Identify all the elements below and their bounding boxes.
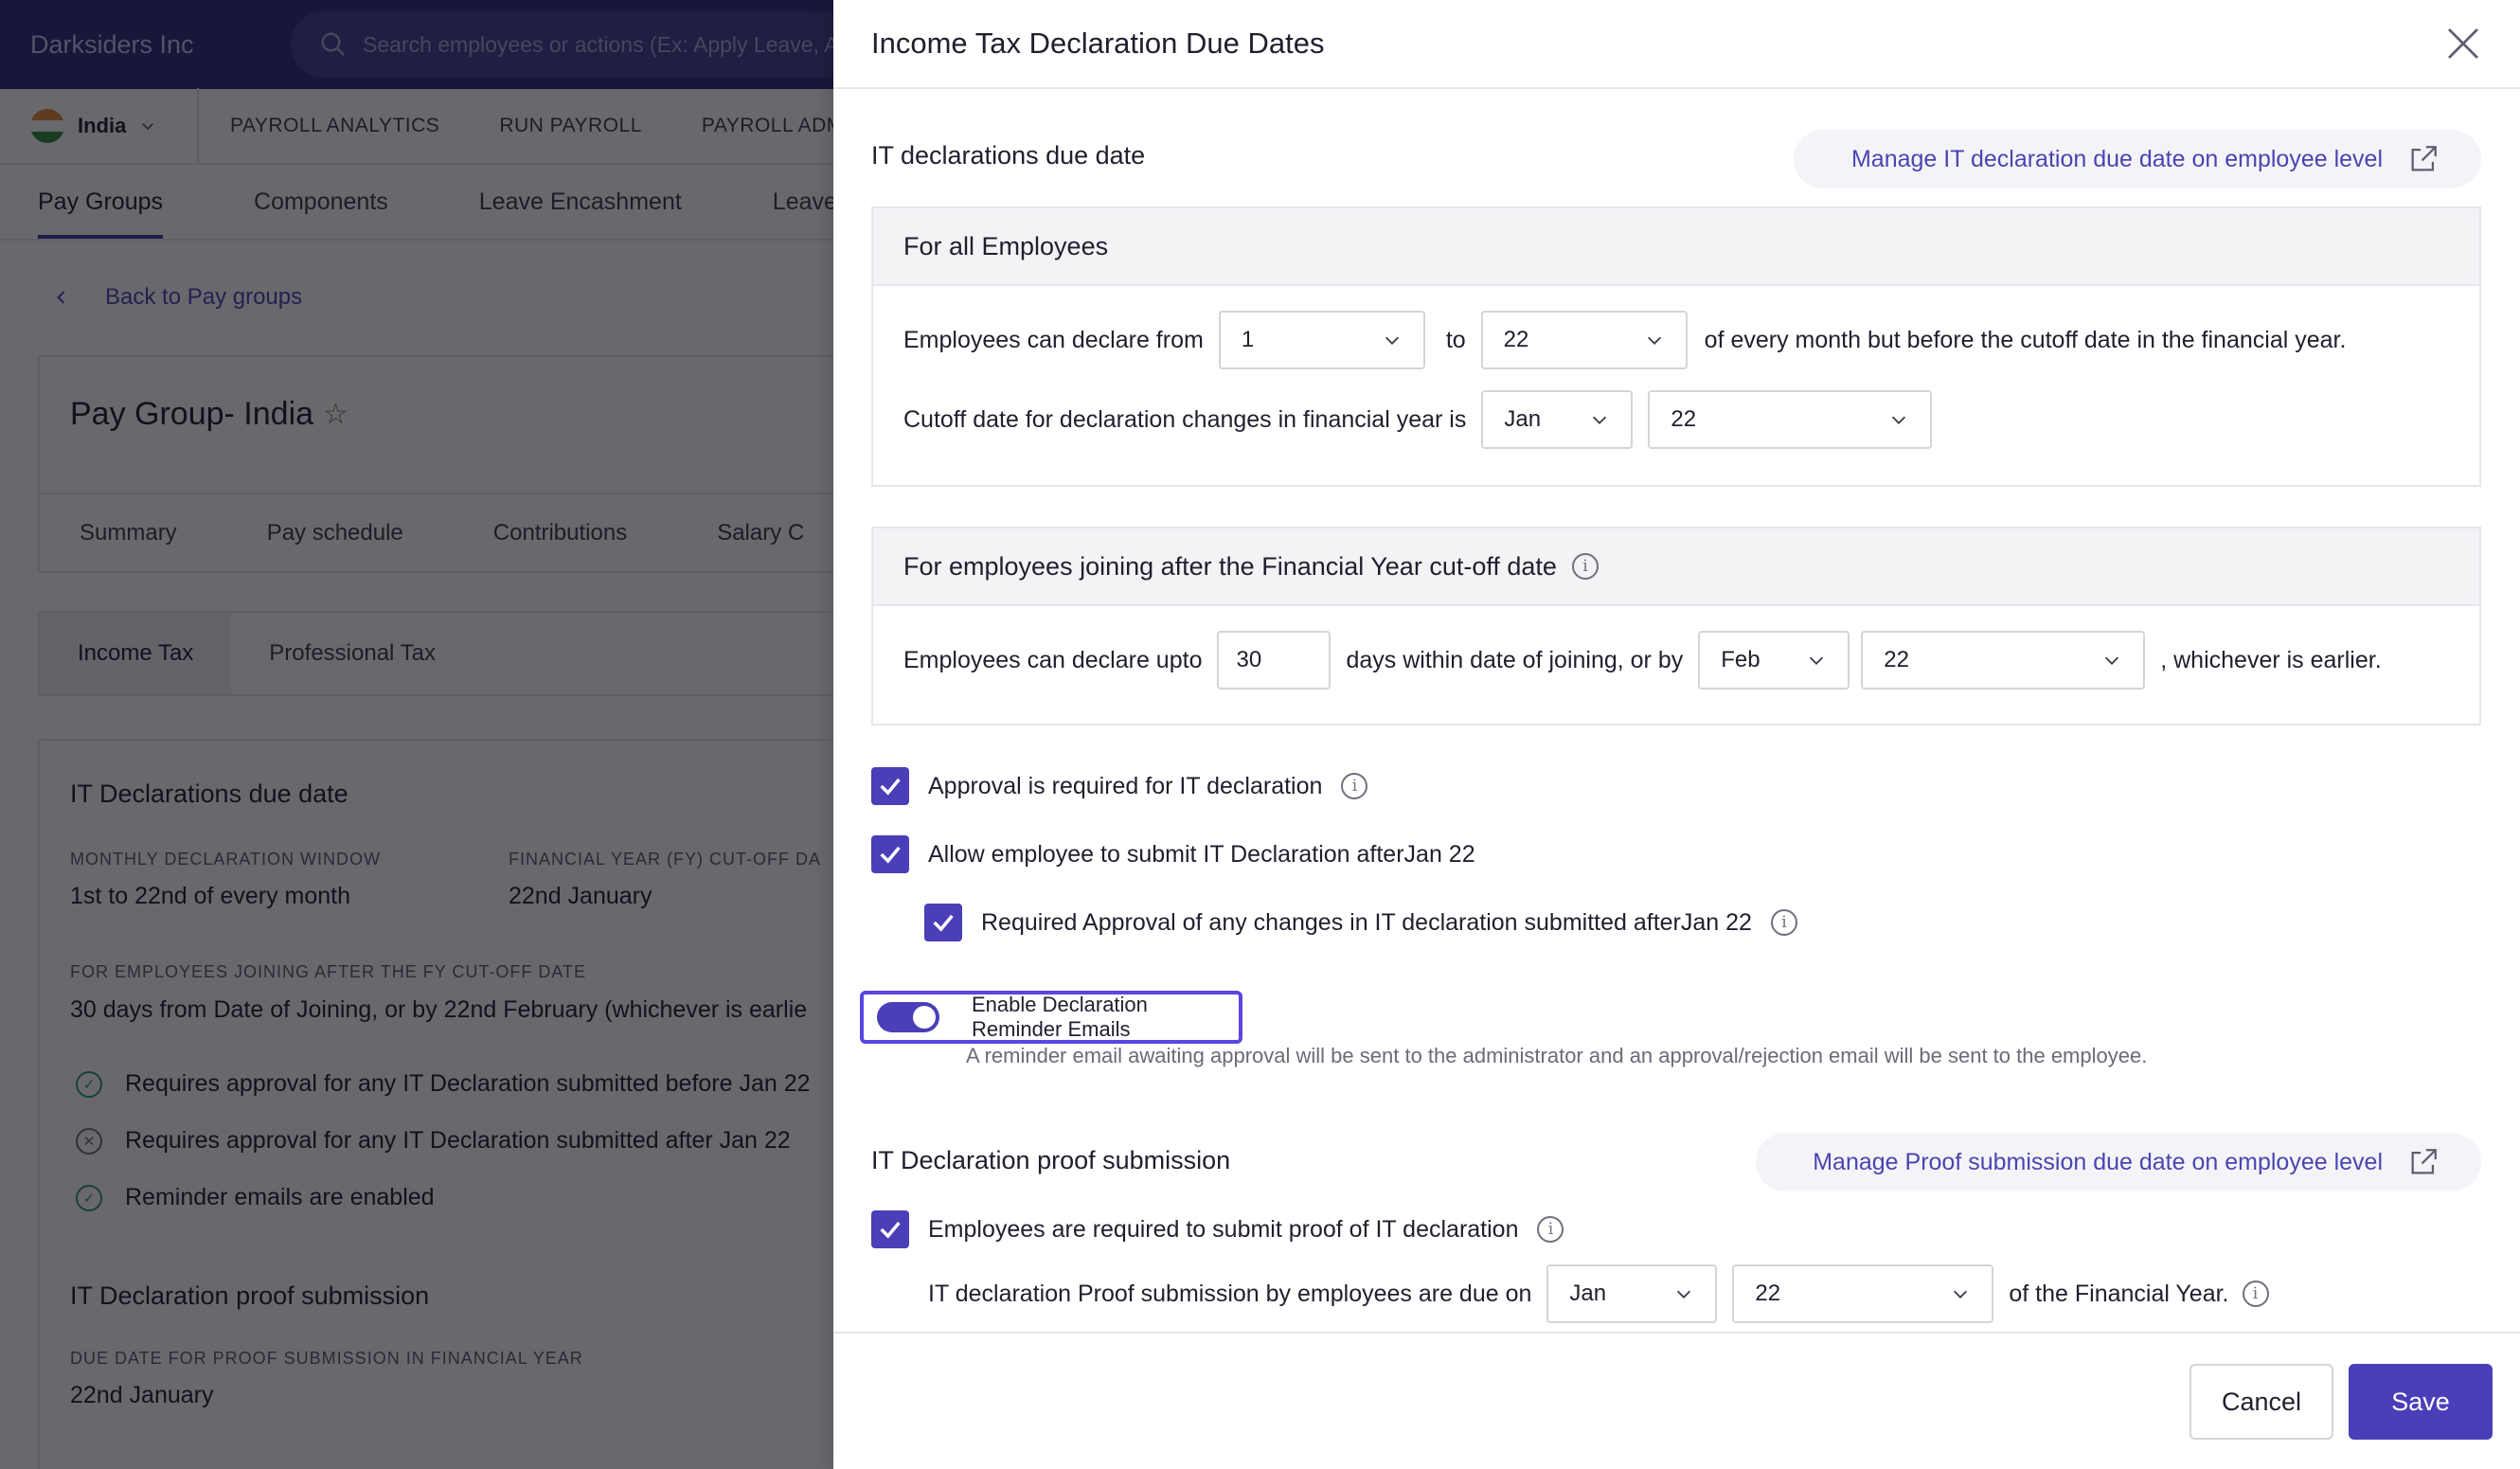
info-icon[interactable]: i [2243,1281,2269,1307]
chevron-down-icon [1644,330,1665,350]
declare-to-value: 22 [1503,327,1529,352]
proof-month-value: Jan [1569,1281,1607,1306]
joining-heading [873,528,2479,606]
it-section-title: IT declarations due date [871,141,1146,170]
joining-month-value: Feb [1721,647,1760,672]
checkmark-icon [877,773,903,799]
cutoff-month-select[interactable] [1481,390,1633,449]
cutoff-month-value: Jan [1504,406,1542,432]
all-employees-panel [871,206,2481,487]
proof-due-row [928,1264,2269,1323]
approval-required-checkbox[interactable] [871,767,909,805]
chevron-down-icon [1673,1283,1694,1304]
checkmark-icon [877,841,903,868]
proof-month-select[interactable] [1546,1264,1717,1323]
info-icon[interactable]: i [1572,553,1599,580]
proof-required-row [871,1210,1564,1248]
proof-due-label: IT declaration Proof submission by employees are due on [928,1280,1532,1307]
close-icon[interactable] [2444,25,2482,63]
declare-to-label: to [1445,326,1466,353]
declare-from-label: Employees can declare from [903,326,1204,353]
all-employees-heading [873,208,2479,286]
required-approval-row [924,904,1797,941]
external-link-icon [2407,143,2440,175]
declare-window-row [903,311,2346,369]
info-icon[interactable]: i [1341,773,1367,799]
external-link-icon [2407,1146,2440,1178]
manage-it-declaration-link[interactable] [1794,130,2481,188]
proof-required-label: Employees are required to submit proof of IT declaration [928,1215,1519,1243]
drawer-footer [833,1332,2520,1469]
cancel-button[interactable]: Cancel [2189,1364,2333,1440]
drawer-header [833,0,2520,89]
cutoff-day-select[interactable] [1648,390,1932,449]
info-icon[interactable]: i [1771,909,1797,936]
proof-day-value: 22 [1755,1281,1781,1306]
days-within-label: days within date of joining, or by [1346,646,1684,673]
proof-day-select[interactable] [1732,1264,1993,1323]
joining-month-select[interactable] [1698,631,1850,690]
all-employees-heading-text: For all Employees [903,231,1109,260]
joining-suffix: , whichever is earlier. [2160,646,2382,673]
proof-due-suffix: of the Financial Year. [2009,1280,2229,1307]
save-button[interactable]: Save [2349,1364,2493,1440]
chevron-down-icon [1950,1283,1971,1304]
manage-proof-link-label: Manage Proof submission due date on employee level [1813,1148,2383,1175]
approval-required-row [871,767,1367,805]
info-icon[interactable]: i [1537,1216,1564,1243]
required-approval-label: Required Approval of any changes in IT declaration submitted afterJan 22 [981,908,1752,936]
declare-upto-days-input[interactable] [1217,631,1331,690]
allow-after-row [871,835,1475,873]
allow-after-checkbox[interactable] [871,835,909,873]
joining-day-select[interactable] [1861,631,2145,690]
declare-upto-label: Employees can declare upto [903,646,1203,673]
declare-window-suffix: of every month but before the cutoff date in the financial year. [1704,326,2347,353]
proof-required-checkbox[interactable] [871,1210,909,1248]
joining-after-cutoff-panel [871,527,2481,726]
income-tax-due-dates-drawer [833,0,2520,1469]
proof-section-title: IT Declaration proof submission [871,1146,1231,1174]
manage-it-link-label: Manage IT declaration due date on employee level [1850,145,2383,172]
declare-from-select[interactable] [1219,311,1425,369]
joining-day-value: 22 [1884,647,1909,672]
declare-to-select[interactable] [1481,311,1688,369]
reminder-emails-label: Enable Declaration Reminder Emails [972,993,1148,1041]
checkmark-icon [930,909,956,936]
chevron-down-icon [1589,409,1610,430]
manage-proof-submission-link[interactable] [1756,1133,2481,1191]
reminder-emails-toggle[interactable] [877,1002,939,1032]
required-approval-checkbox[interactable] [924,904,962,941]
cutoff-day-value: 22 [1671,406,1697,432]
toggle-knob [913,1006,936,1029]
reminder-emails-toggle-row [860,991,1242,1044]
declare-from-value: 1 [1241,327,1255,352]
allow-after-label: Allow employee to submit IT Declaration afterJan 22 [928,840,1475,868]
reminder-emails-hint: A reminder email awaiting approval will be sent to the administrator and an approval/rejection email will be sent to the employee. [966,1044,2148,1067]
chevron-down-icon [1382,330,1403,350]
joining-heading-text: For employees joining after the Financial Year cut-off date [903,551,1557,581]
chevron-down-icon [1888,409,1909,430]
chevron-down-icon [1806,650,1827,671]
cutoff-row [903,390,1932,449]
cutoff-label: Cutoff date for declaration changes in financial year is [903,405,1467,433]
checkmark-icon [877,1216,903,1243]
drawer-title: Income Tax Declaration Due Dates [871,27,1325,60]
chevron-down-icon [2101,650,2122,671]
drawer-body [833,91,2520,1332]
approval-required-label: Approval is required for IT declaration [928,772,1323,799]
joining-declare-row [903,631,2382,690]
modal-backdrop[interactable] [0,0,833,1469]
